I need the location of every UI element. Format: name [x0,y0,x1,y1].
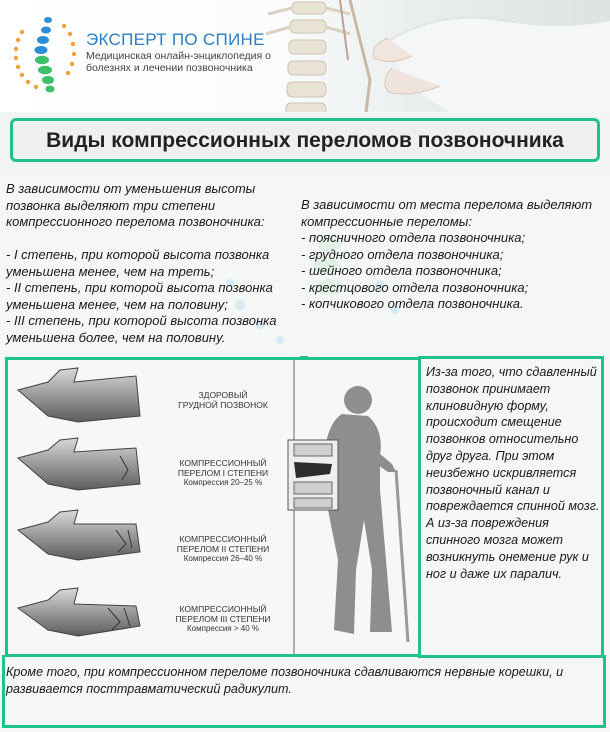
label-line: ПЕРЕЛОМ I СТЕПЕНИ [177,468,269,478]
label-line: Компрессия > 40 % [187,624,259,633]
doctor-hand-image [330,0,610,112]
walking-cane [396,470,408,642]
fracture-illustration [5,357,421,657]
divider-line [2,655,5,728]
degree-classification-text: В зависимости от уменьшения высоты позвонка выделяют три степени компрессионного перелома позвоночника: - I степень, при которой высота позвонка уменьшена менее, чем на треть; - II степень, при которой высота позвонка уменьшена менее, чем на половину; - III степень, при которой высота позвонка уменьшена более, чем на половину. [6,181,277,345]
divider-line [418,655,604,658]
divider-line [2,725,606,728]
location-classification-text: В зависимости от места перелома выделяют компрессионные переломы: - поясничного отдела позвоночника; - грудного отдела позвоночника; - шейного отдела позвоночника; - крестцового отдела позвоночника; - копчикового отдела позвоночника. [301,197,593,311]
brand-name[interactable]: ЭКСПЕРТ ПО СПИНЕ [86,30,265,49]
consequences-text: Из-за того, что сдавленный позвонок принимает клиновидную форму, происходит смещение позвонков относительно друг друга. При этом неизбежно искривляется позвоночный канал и повреждается спинной мозг. А из-за повреждения спинного мозга может возникнуть онемение рук и ног и даже их паралич. [426,365,600,581]
spine-inset [288,440,338,510]
label-line: Компрессия 20–25 % [183,478,263,487]
page-title: Виды компрессионных переломов позвоночника [46,129,564,152]
healthy-vertebra [18,368,140,422]
label-line: ГРУДНОЙ ПОЗВОНОК [178,400,268,410]
vertebra-label-grade-2 [158,534,288,564]
vertebra-label-grade-3 [158,604,288,634]
fracture-grade-3-vertebra [18,588,140,636]
title-banner [10,118,600,162]
brand-tagline: Медицинская онлайн-энциклопедия о болезнях и лечении позвоночника [86,50,271,74]
label-line: ЗДОРОВЫЙ [198,390,248,400]
radiculitis-text: Кроме того, при компрессионном переломе позвоночника сдавливаются нервные корешки, и развивается посттравматический радикулит. [6,665,564,696]
divider-line [418,356,604,359]
label-line: КОМПРЕССИОННЫЙ [179,604,267,614]
vertebra-label-grade-1 [158,458,288,488]
label-line: ПЕРЕЛОМ III СТЕПЕНИ [175,614,271,624]
logo-icon [8,8,80,98]
label-line: КОМПРЕССИОННЫЙ [179,534,267,544]
fracture-grade-2-vertebra [18,510,140,560]
site-header [0,0,610,112]
label-line: КОМПРЕССИОННЫЙ [179,458,267,468]
fracture-grade-1-vertebra [18,438,140,490]
vertebra-label-healthy [158,390,288,410]
label-line: Компрессия 26–40 % [183,554,263,563]
label-line: ПЕРЕЛОМ II СТЕПЕНИ [176,544,270,554]
